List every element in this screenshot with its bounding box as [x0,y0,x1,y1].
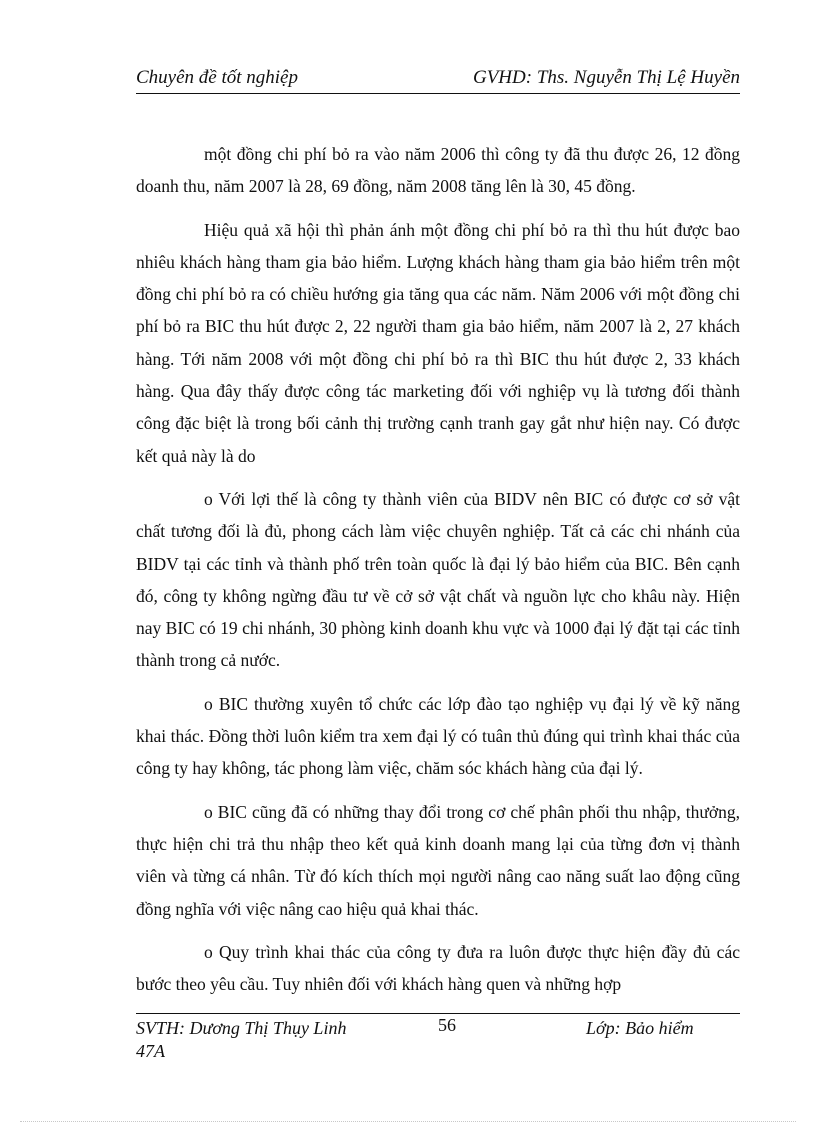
page-number: 56 [438,1015,456,1035]
footer-student-class: 47A [136,1041,165,1061]
footer-class: Lớp: Bảo hiểm [586,1018,694,1038]
paragraph: Hiệu quả xã hội thì phản ánh một đồng chi phí bỏ ra thì thu hút được bao nhiêu khách hàng tham gia bảo hiểm. Lượng khách hàng tham gia bảo hiểm trên một đồng chi phí bỏ ra có chiều hướng gia tăng qua các năm. Năm 2006 với một đồng chi phí bỏ ra BIC thu hút được 2, 22 người tham gia bảo hiểm, năm 2007 là 2, 27 khách hàng. Tới năm 2008 với một đồng chi phí bỏ ra thì BIC thu hút được 2, 33 khách hàng. Qua đây thấy được công tác marketing đối với nghiệp vụ là tương đối thành công đặc biệt là trong bối cảnh thị trường cạnh tranh gay gắt như hiện nay. Có được kết quả này là do [136,219,740,466]
paragraph: o BIC thường xuyên tổ chức các lớp đào tạo nghiệp vụ đại lý về kỹ năng khai thác. Đồng thời luôn kiểm tra xem đại lý có tuân thủ đúng qui trình khai thác của công ty hay không, tác phong làm việc, chăm sóc khách hàng của đại lý. [136,693,740,779]
paragraph: o Với lợi thế là công ty thành viên của BIDV nên BIC có được cơ sở vật chất tương đối là đủ, phong cách làm việc chuyên nghiệp. Tất cả các chi nhánh của BIDV tại các tỉnh và thành phố trên toàn quốc là đại lý bảo hiểm của BIC. Bên cạnh đó, công ty không ngừng đầu tư về cở sở vật chất và nguồn lực cho khâu này. Hiện nay BIC có 19 chi nhánh, 30 phòng kinh doanh khu vực và 1000 đại lý đặt tại các tỉnh thành trong cả nước. [136,488,740,671]
page-header-left: Chuyên đề tốt nghiệp [136,67,298,88]
page-header-right: GVHD: Ths. Nguyễn Thị Lệ Huyền [472,67,740,88]
paragraph: o BIC cũng đã có những thay đổi trong cơ chế phân phối thu nhập, thưởng, thực hiện chi trả thu nhập theo kết quả kinh doanh mang lại của từng đơn vị thành viên và từng cá nhân. Từ đó kích thích mọi người nâng cao năng suất lao động cũng đồng nghĩa với việc nâng cao hiệu quả khai thác. [136,801,740,919]
body-text [136,138,740,1000]
paragraph: một đồng chi phí bỏ ra vào năm 2006 thì công ty đã thu được 26, 12 đồng doanh thu, năm 2007 là 28, 69 đồng, năm 2008 tăng lên là 30, 45 đồng. [136,144,740,197]
paragraph: o Quy trình khai thác của công ty đưa ra luôn được thực hiện đầy đủ các bước theo yêu cầu. Tuy nhiên đối với khách hàng quen và những hợp [136,941,740,995]
header-rule [136,93,740,94]
page-edge [20,1121,796,1122]
footer-student: SVTH: Dương Thị Thụy Linh [136,1018,347,1038]
